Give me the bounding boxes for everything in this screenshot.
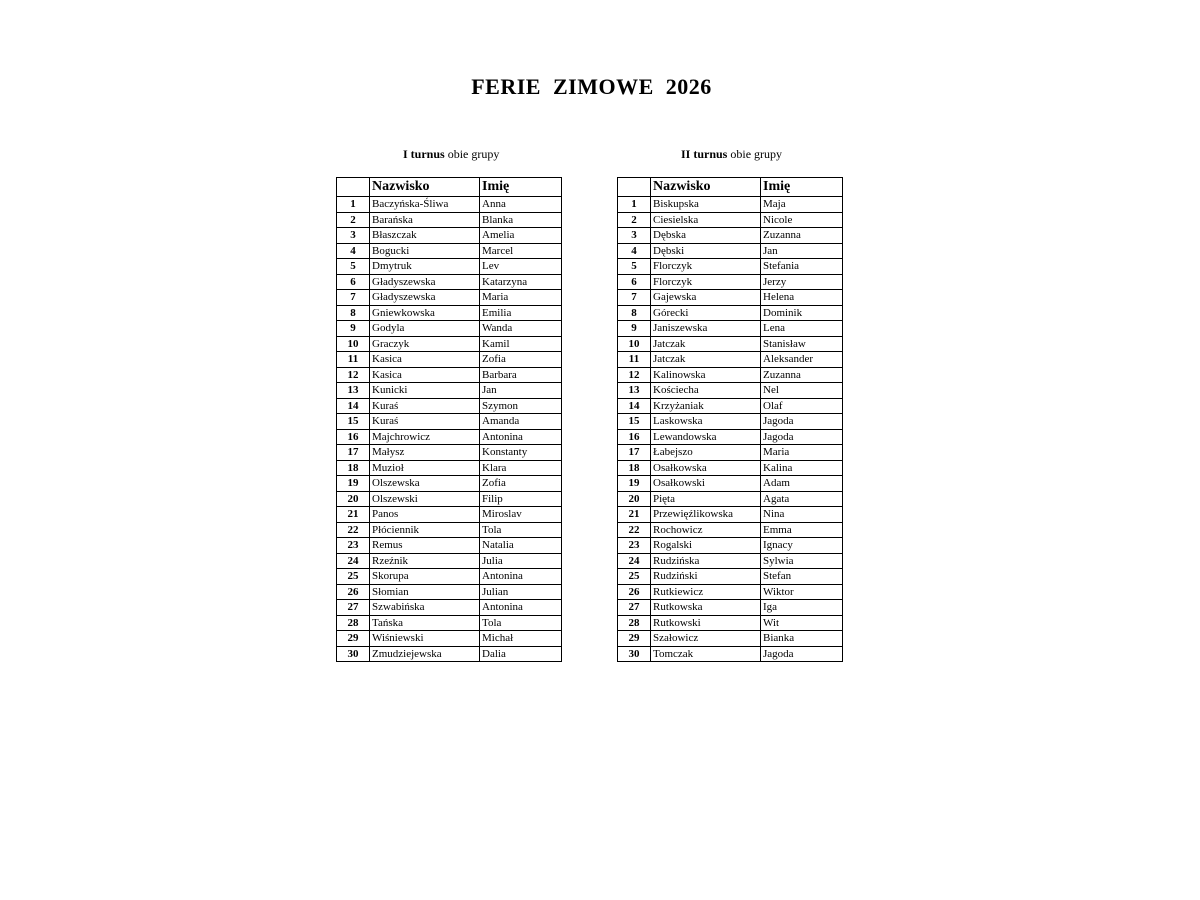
row-number: 3	[618, 228, 651, 244]
table-row	[337, 352, 562, 368]
row-surname: Rogalski	[651, 538, 761, 554]
table-row	[618, 460, 843, 476]
table-row	[618, 600, 843, 616]
row-name: Lev	[480, 259, 562, 275]
table-row	[337, 631, 562, 647]
row-name: Wit	[761, 615, 843, 631]
row-name: Nicole	[761, 212, 843, 228]
row-name: Nel	[761, 383, 843, 399]
row-number: 1	[337, 197, 370, 213]
row-number: 3	[337, 228, 370, 244]
row-number: 7	[337, 290, 370, 306]
row-number: 16	[618, 429, 651, 445]
row-name: Klara	[480, 460, 562, 476]
row-surname: Szwabińska	[370, 600, 480, 616]
header-surname: Nazwisko	[370, 178, 480, 197]
header-surname: Nazwisko	[651, 178, 761, 197]
table-row	[618, 445, 843, 461]
table-row	[618, 259, 843, 275]
row-number: 19	[618, 476, 651, 492]
row-number: 5	[618, 259, 651, 275]
group-2-turn-suffix: obie grupy	[727, 147, 783, 161]
table-row	[618, 367, 843, 383]
row-number: 17	[337, 445, 370, 461]
row-number: 20	[337, 491, 370, 507]
row-name: Stanisław	[761, 336, 843, 352]
header-name: Imię	[761, 178, 843, 197]
row-number: 24	[337, 553, 370, 569]
table-row	[618, 631, 843, 647]
row-number: 21	[618, 507, 651, 523]
table-row	[618, 212, 843, 228]
row-name: Iga	[761, 600, 843, 616]
row-number: 1	[618, 197, 651, 213]
row-number: 29	[618, 631, 651, 647]
row-name: Michał	[480, 631, 562, 647]
table-row	[337, 336, 562, 352]
row-number: 8	[337, 305, 370, 321]
table-row	[337, 460, 562, 476]
group-1-subtitle	[403, 147, 499, 162]
row-name: Amanda	[480, 414, 562, 430]
row-surname: Przewięźlikowska	[651, 507, 761, 523]
row-number: 30	[618, 646, 651, 662]
table-row	[618, 398, 843, 414]
table-row	[337, 398, 562, 414]
row-number: 26	[337, 584, 370, 600]
row-number: 17	[618, 445, 651, 461]
row-name: Miroslav	[480, 507, 562, 523]
row-number: 23	[618, 538, 651, 554]
row-number: 25	[618, 569, 651, 585]
row-name: Bianka	[761, 631, 843, 647]
row-name: Olaf	[761, 398, 843, 414]
row-name: Marcel	[480, 243, 562, 259]
row-name: Antonina	[480, 429, 562, 445]
table-row	[618, 646, 843, 662]
table-row	[618, 553, 843, 569]
row-number: 11	[337, 352, 370, 368]
row-number: 13	[337, 383, 370, 399]
row-name: Kamil	[480, 336, 562, 352]
row-number: 24	[618, 553, 651, 569]
table-row	[337, 646, 562, 662]
row-surname: Dmytruk	[370, 259, 480, 275]
row-name: Jan	[761, 243, 843, 259]
row-surname: Kasica	[370, 367, 480, 383]
row-number: 10	[618, 336, 651, 352]
table-row	[618, 414, 843, 430]
table-row	[337, 584, 562, 600]
row-surname: Dębska	[651, 228, 761, 244]
row-surname: Florczyk	[651, 274, 761, 290]
row-name: Maria	[480, 290, 562, 306]
table-row	[618, 476, 843, 492]
row-surname: Laskowska	[651, 414, 761, 430]
row-number: 7	[618, 290, 651, 306]
table-row	[618, 336, 843, 352]
row-number: 29	[337, 631, 370, 647]
row-name: Katarzyna	[480, 274, 562, 290]
table-row	[337, 429, 562, 445]
row-surname: Barańska	[370, 212, 480, 228]
row-name: Jerzy	[761, 274, 843, 290]
row-surname: Szałowicz	[651, 631, 761, 647]
row-number: 22	[337, 522, 370, 538]
row-surname: Olszewski	[370, 491, 480, 507]
table-row	[337, 290, 562, 306]
row-name: Maja	[761, 197, 843, 213]
row-number: 9	[618, 321, 651, 337]
row-name: Natalia	[480, 538, 562, 554]
table-row	[618, 522, 843, 538]
row-number: 4	[337, 243, 370, 259]
table-row	[337, 445, 562, 461]
table-row	[337, 321, 562, 337]
row-surname: Zmudziejewska	[370, 646, 480, 662]
row-name: Amelia	[480, 228, 562, 244]
row-surname: Gładyszewska	[370, 274, 480, 290]
row-name: Julia	[480, 553, 562, 569]
row-number: 11	[618, 352, 651, 368]
row-name: Jagoda	[761, 414, 843, 430]
roster-table-2	[617, 177, 843, 662]
row-name: Sylwia	[761, 553, 843, 569]
row-name: Zuzanna	[761, 367, 843, 383]
table-row	[337, 600, 562, 616]
table-body	[337, 197, 562, 662]
row-number: 18	[337, 460, 370, 476]
table-row	[618, 383, 843, 399]
row-surname: Górecki	[651, 305, 761, 321]
table-row	[337, 615, 562, 631]
table-row	[337, 414, 562, 430]
row-name: Jan	[480, 383, 562, 399]
row-surname: Bogucki	[370, 243, 480, 259]
row-surname: Małysz	[370, 445, 480, 461]
row-surname: Rutkowska	[651, 600, 761, 616]
row-surname: Płóciennik	[370, 522, 480, 538]
row-surname: Rutkiewicz	[651, 584, 761, 600]
table-row	[618, 491, 843, 507]
group-1-turn-suffix: obie grupy	[444, 147, 500, 161]
table-row	[618, 584, 843, 600]
row-name: Nina	[761, 507, 843, 523]
row-surname: Rochowicz	[651, 522, 761, 538]
row-surname: Kościecha	[651, 383, 761, 399]
row-name: Szymon	[480, 398, 562, 414]
row-name: Ignacy	[761, 538, 843, 554]
row-number: 9	[337, 321, 370, 337]
row-surname: Osałkowska	[651, 460, 761, 476]
row-surname: Kasica	[370, 352, 480, 368]
row-name: Filip	[480, 491, 562, 507]
table-row	[337, 569, 562, 585]
table-row	[337, 228, 562, 244]
row-name: Wanda	[480, 321, 562, 337]
row-surname: Kalinowska	[651, 367, 761, 383]
table-row	[337, 491, 562, 507]
row-name: Emma	[761, 522, 843, 538]
row-name: Helena	[761, 290, 843, 306]
row-number: 22	[618, 522, 651, 538]
group-2-subtitle	[681, 147, 782, 162]
row-name: Dalia	[480, 646, 562, 662]
row-surname: Kuraś	[370, 398, 480, 414]
row-number: 14	[618, 398, 651, 414]
row-number: 16	[337, 429, 370, 445]
row-number: 15	[337, 414, 370, 430]
row-number: 28	[337, 615, 370, 631]
row-surname: Rudziński	[651, 569, 761, 585]
row-name: Konstanty	[480, 445, 562, 461]
row-name: Blanka	[480, 212, 562, 228]
table-row	[337, 243, 562, 259]
row-name: Zofia	[480, 352, 562, 368]
table-row	[618, 274, 843, 290]
row-surname: Krzyżaniak	[651, 398, 761, 414]
row-surname: Florczyk	[651, 259, 761, 275]
table-row	[618, 429, 843, 445]
row-surname: Biskupska	[651, 197, 761, 213]
table-header-row	[337, 178, 562, 197]
row-surname: Kunicki	[370, 383, 480, 399]
table-row	[337, 367, 562, 383]
row-surname: Tomczak	[651, 646, 761, 662]
table-row	[618, 538, 843, 554]
table-row	[337, 259, 562, 275]
row-name: Agata	[761, 491, 843, 507]
row-number: 5	[337, 259, 370, 275]
row-number: 18	[618, 460, 651, 476]
row-surname: Wiśniewski	[370, 631, 480, 647]
row-number: 6	[337, 274, 370, 290]
row-name: Maria	[761, 445, 843, 461]
table-body	[618, 197, 843, 662]
row-name: Tola	[480, 615, 562, 631]
row-number: 15	[618, 414, 651, 430]
table-row	[618, 197, 843, 213]
header-name: Imię	[480, 178, 562, 197]
row-surname: Ciesielska	[651, 212, 761, 228]
row-surname: Osałkowski	[651, 476, 761, 492]
row-surname: Błaszczak	[370, 228, 480, 244]
row-number: 6	[618, 274, 651, 290]
row-number: 20	[618, 491, 651, 507]
row-number: 30	[337, 646, 370, 662]
table-row	[337, 305, 562, 321]
row-surname: Dębski	[651, 243, 761, 259]
row-name: Antonina	[480, 600, 562, 616]
table-row	[618, 615, 843, 631]
row-surname: Rutkowski	[651, 615, 761, 631]
row-number: 23	[337, 538, 370, 554]
row-surname: Jatczak	[651, 352, 761, 368]
row-surname: Kuraś	[370, 414, 480, 430]
row-name: Anna	[480, 197, 562, 213]
row-surname: Graczyk	[370, 336, 480, 352]
table-header-row	[618, 178, 843, 197]
table-row	[618, 352, 843, 368]
row-name: Emilia	[480, 305, 562, 321]
table-row	[337, 197, 562, 213]
table-row	[337, 553, 562, 569]
row-name: Dominik	[761, 305, 843, 321]
table-row	[337, 212, 562, 228]
header-number	[337, 178, 370, 197]
table-row	[337, 383, 562, 399]
table-row	[337, 507, 562, 523]
row-number: 25	[337, 569, 370, 585]
table-row	[618, 290, 843, 306]
table-row	[337, 522, 562, 538]
row-surname: Pięta	[651, 491, 761, 507]
row-number: 14	[337, 398, 370, 414]
table-row	[618, 569, 843, 585]
row-name: Lena	[761, 321, 843, 337]
row-name: Antonina	[480, 569, 562, 585]
row-name: Stefan	[761, 569, 843, 585]
row-number: 27	[618, 600, 651, 616]
row-surname: Skorupa	[370, 569, 480, 585]
row-surname: Majchrowicz	[370, 429, 480, 445]
row-surname: Panos	[370, 507, 480, 523]
row-name: Stefania	[761, 259, 843, 275]
row-number: 2	[337, 212, 370, 228]
row-surname: Tańska	[370, 615, 480, 631]
row-surname: Gajewska	[651, 290, 761, 306]
row-surname: Gniewkowska	[370, 305, 480, 321]
row-number: 8	[618, 305, 651, 321]
row-number: 4	[618, 243, 651, 259]
row-surname: Rzeźnik	[370, 553, 480, 569]
table-row	[337, 274, 562, 290]
table-row	[618, 305, 843, 321]
table-row	[618, 228, 843, 244]
row-name: Barbara	[480, 367, 562, 383]
row-name: Jagoda	[761, 646, 843, 662]
row-number: 27	[337, 600, 370, 616]
row-name: Tola	[480, 522, 562, 538]
header-number	[618, 178, 651, 197]
table-row	[337, 538, 562, 554]
row-number: 26	[618, 584, 651, 600]
table-row	[618, 321, 843, 337]
group-1-turn-label: I turnus	[403, 147, 445, 161]
row-name: Aleksander	[761, 352, 843, 368]
row-surname: Gładyszewska	[370, 290, 480, 306]
row-number: 13	[618, 383, 651, 399]
row-number: 12	[337, 367, 370, 383]
table-row	[618, 243, 843, 259]
row-surname: Remus	[370, 538, 480, 554]
row-number: 10	[337, 336, 370, 352]
row-number: 12	[618, 367, 651, 383]
roster-table-1	[336, 177, 562, 662]
row-name: Jagoda	[761, 429, 843, 445]
row-number: 28	[618, 615, 651, 631]
row-name: Julian	[480, 584, 562, 600]
page-title: FERIE ZIMOWE 2026	[471, 74, 712, 99]
row-name: Zofia	[480, 476, 562, 492]
row-name: Kalina	[761, 460, 843, 476]
row-surname: Olszewska	[370, 476, 480, 492]
row-number: 21	[337, 507, 370, 523]
row-number: 19	[337, 476, 370, 492]
row-name: Zuzanna	[761, 228, 843, 244]
row-surname: Jatczak	[651, 336, 761, 352]
row-surname: Godyla	[370, 321, 480, 337]
row-number: 2	[618, 212, 651, 228]
row-surname: Baczyńska-Śliwa	[370, 197, 480, 213]
table-row	[337, 476, 562, 492]
row-surname: Janiszewska	[651, 321, 761, 337]
row-surname: Muzioł	[370, 460, 480, 476]
row-name: Adam	[761, 476, 843, 492]
row-surname: Słomian	[370, 584, 480, 600]
group-2-turn-label: II turnus	[681, 147, 728, 161]
row-name: Wiktor	[761, 584, 843, 600]
row-surname: Lewandowska	[651, 429, 761, 445]
row-surname: Rudzińska	[651, 553, 761, 569]
table-row	[618, 507, 843, 523]
row-surname: Łabejszo	[651, 445, 761, 461]
